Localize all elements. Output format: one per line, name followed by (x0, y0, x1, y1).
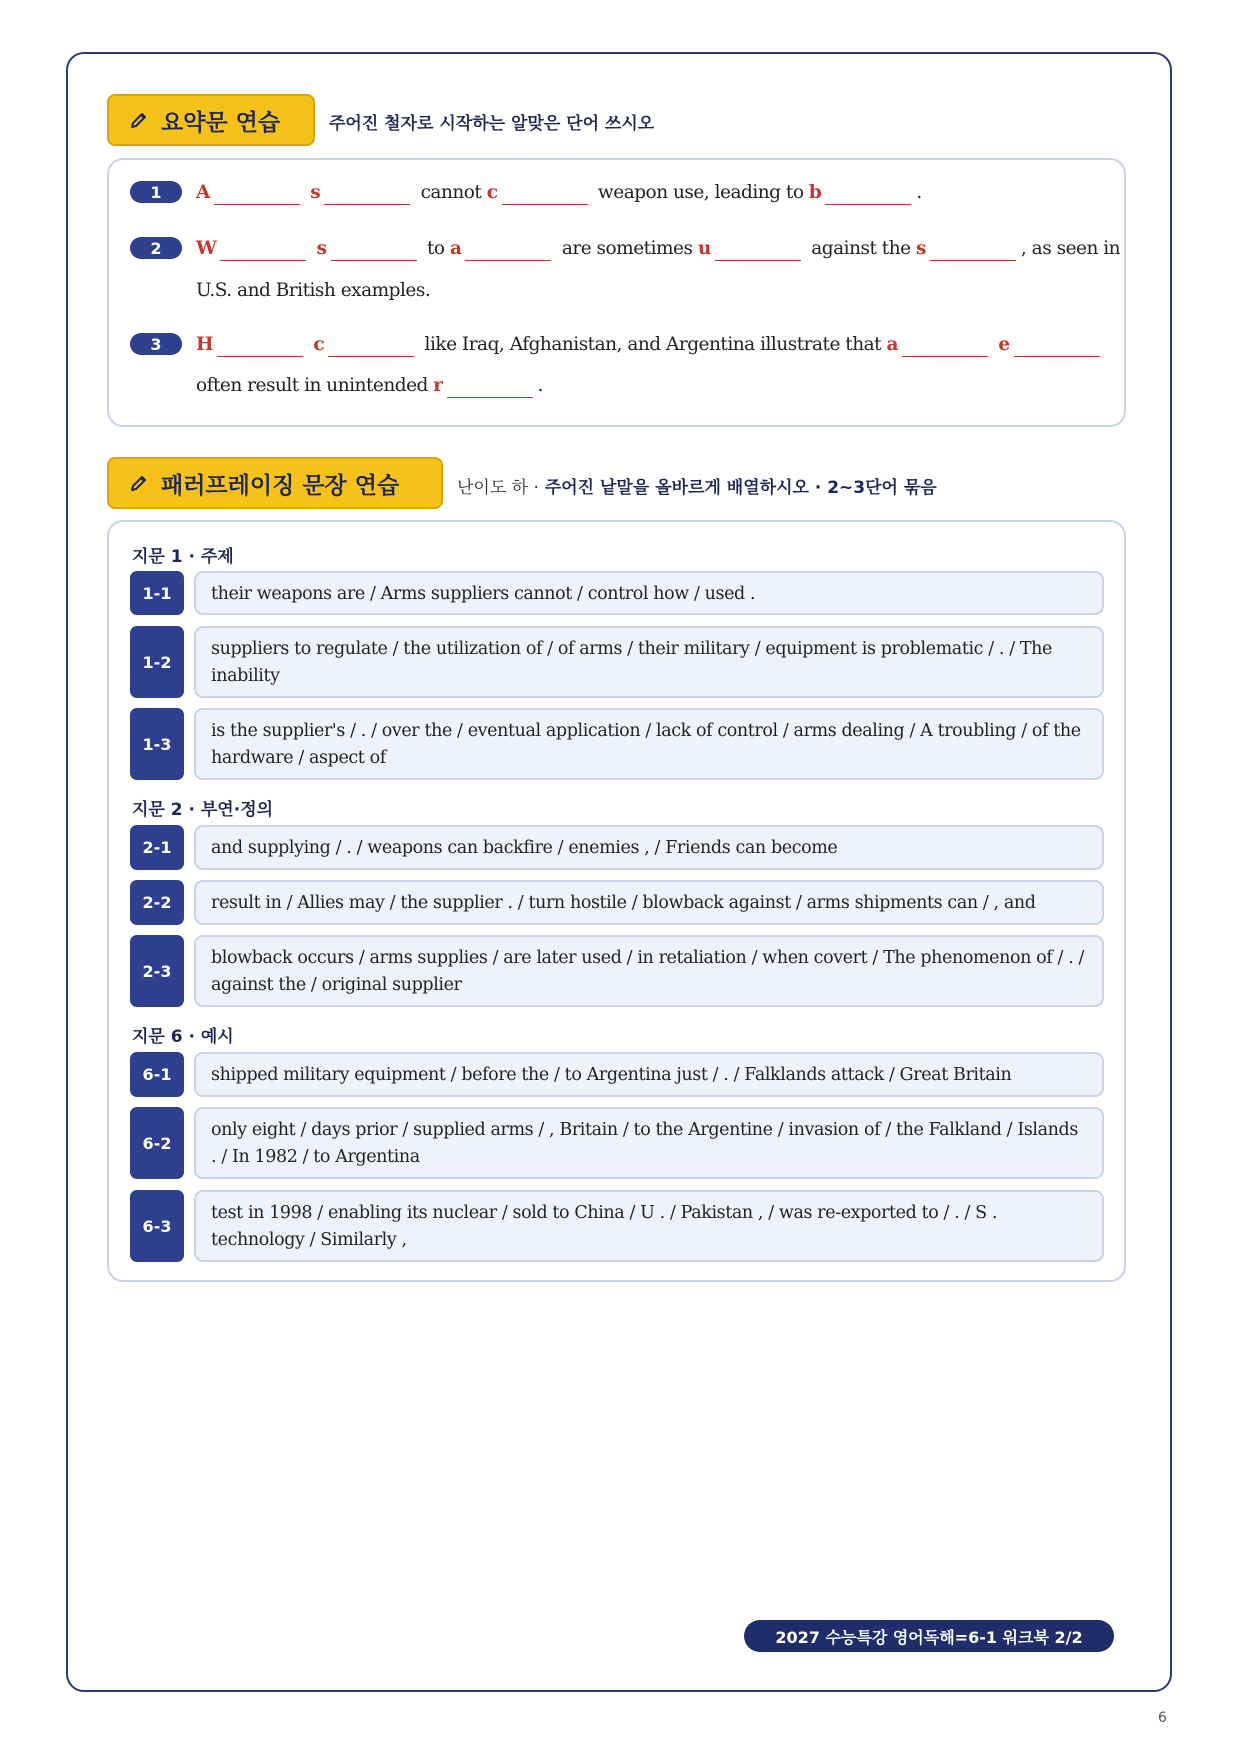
item-number: 6-2 (130, 1107, 184, 1179)
blank-input[interactable] (328, 337, 414, 357)
group-label: 지문 6 · 예시 (132, 1027, 234, 1047)
summary-line-1: A s cannot c weapon use, leading to b . (196, 182, 922, 203)
phrase-box: is the supplier's / . / over the / eventual application / lack of control / arms dealing / A troubling / of the hardware / aspect of (194, 708, 1104, 780)
phrase-box: result in / Allies may / the supplier . / turn hostile / blowback against / arms shipments can / , and (194, 880, 1104, 925)
paraphrase-instruction: 난이도 하 · 주어진 낱말을 올바르게 배열하시오 · 2~3단어 묶음 (457, 478, 937, 498)
item-number: 1-3 (130, 708, 184, 780)
item-number: 2-2 (130, 880, 184, 925)
footer-badge: 2027 수능특강 영어독해=6-1 워크북 2/2 (744, 1620, 1114, 1652)
blank-input[interactable] (331, 241, 417, 261)
phrase-box: their weapons are / Arms suppliers cannot / control how / used . (194, 571, 1104, 615)
blank-input[interactable] (715, 241, 801, 261)
item-number: 6-3 (130, 1190, 184, 1262)
item-number: 1-2 (130, 626, 184, 698)
phrase-box: shipped military equipment / before the / to Argentina just / . / Falklands attack / Great Britain (194, 1052, 1104, 1097)
summary-section-title (107, 94, 315, 146)
summary-item-number: 3 (130, 333, 182, 355)
blank-input[interactable] (324, 185, 410, 205)
summary-line-2: W s to a are sometimes u against the s , as seen in (196, 238, 1121, 259)
item-number: 2-1 (130, 825, 184, 870)
phrase-box: only eight / days prior / supplied arms / , Britain / to the Argentine / invasion of / the Falkland / Islands . / In 1982 / to Argentina (194, 1107, 1104, 1179)
blank-input[interactable] (1014, 337, 1100, 357)
blank-input[interactable] (902, 337, 988, 357)
item-number: 2-3 (130, 935, 184, 1007)
summary-item-number: 1 (130, 181, 182, 203)
summary-item-number: 2 (130, 237, 182, 259)
item-number: 1-1 (130, 571, 184, 615)
phrase-box: blowback occurs / arms supplies / are later used / in retaliation / when covert / The phenomenon of / . / against the / original supplier (194, 935, 1104, 1007)
summary-instruction: 주어진 철자로 시작하는 알맞은 단어 쓰시오 (329, 114, 655, 134)
blank-input[interactable] (502, 185, 588, 205)
blank-input[interactable] (214, 185, 300, 205)
phrase-box: and supplying / . / weapons can backfire / enemies , / Friends can become (194, 825, 1104, 870)
blank-input[interactable] (825, 185, 911, 205)
blank-input[interactable] (220, 241, 306, 261)
phrase-box: suppliers to regulate / the utilization of / of arms / their military / equipment is problematic / . / The inability (194, 626, 1104, 698)
pencil-icon (129, 473, 149, 493)
group-label: 지문 1 · 주제 (132, 547, 234, 567)
page-number: 6 (1158, 1710, 1167, 1726)
blank-input[interactable] (465, 241, 551, 261)
blank-input[interactable] (217, 337, 303, 357)
pencil-icon (129, 110, 149, 130)
summary-line-3-cont: often result in unintended r . (196, 375, 543, 396)
paraphrase-title-text: 패러프레이징 문장 연습 (161, 472, 400, 499)
summary-title-text: 요약문 연습 (161, 109, 281, 136)
paraphrase-section-title (107, 457, 443, 509)
summary-line-2-cont: U.S. and British examples. (196, 280, 431, 301)
item-number: 6-1 (130, 1052, 184, 1097)
group-label: 지문 2 · 부연·정의 (132, 800, 274, 820)
summary-line-3: H c like Iraq, Afghanistan, and Argentina illustrate that a e (196, 334, 1105, 357)
blank-input[interactable] (447, 378, 533, 398)
phrase-box: test in 1998 / enabling its nuclear / sold to China / U . / Pakistan , / was re-exported to / . / S . technology / Similarly , (194, 1190, 1104, 1262)
blank-input[interactable] (930, 241, 1016, 261)
